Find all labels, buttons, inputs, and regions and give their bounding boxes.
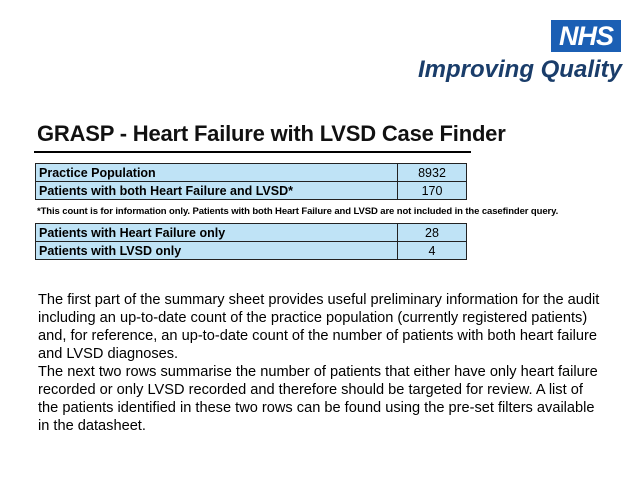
summary-table-bottom	[35, 223, 467, 260]
row-value: 170	[398, 182, 467, 200]
table-row	[36, 242, 467, 260]
row-value: 28	[398, 224, 467, 242]
table-row	[36, 224, 467, 242]
row-label: Patients with both Heart Failure and LVSD*	[36, 182, 398, 200]
footnote: *This count is for information only. Patients with both Heart Failure and LVSD are not included in the casefinder query.	[37, 206, 559, 217]
row-label: Patients with Heart Failure only	[36, 224, 398, 242]
nhs-logo: NHS	[551, 20, 621, 52]
title-divider	[34, 151, 471, 153]
paragraph: The first part of the summary sheet provides useful preliminary information for the audit including an up-to-date count of the practice population (currently registered patients) and, for reference, an up-to-date count of the number of patients with both heart failure and LVSD diagnoses.	[38, 292, 600, 362]
table-row	[36, 164, 467, 182]
summary-table-top	[35, 163, 467, 200]
description-text	[38, 291, 602, 435]
row-label: Patients with LVSD only	[36, 242, 398, 260]
org-tagline: Improving Quality	[417, 56, 622, 83]
row-value: 8932	[398, 164, 467, 182]
paragraph: The next two rows summarise the number of patients that either have only heart failure recorded or only LVSD recorded and therefore should be targeted for review. A list of the patients identified in these two rows can be found using the pre-set filters available in the datasheet.	[38, 364, 598, 434]
row-label: Practice Population	[36, 164, 398, 182]
table-row	[36, 182, 467, 200]
row-value: 4	[398, 242, 467, 260]
sheet-title: GRASP - Heart Failure with LVSD Case Finder	[37, 121, 506, 146]
